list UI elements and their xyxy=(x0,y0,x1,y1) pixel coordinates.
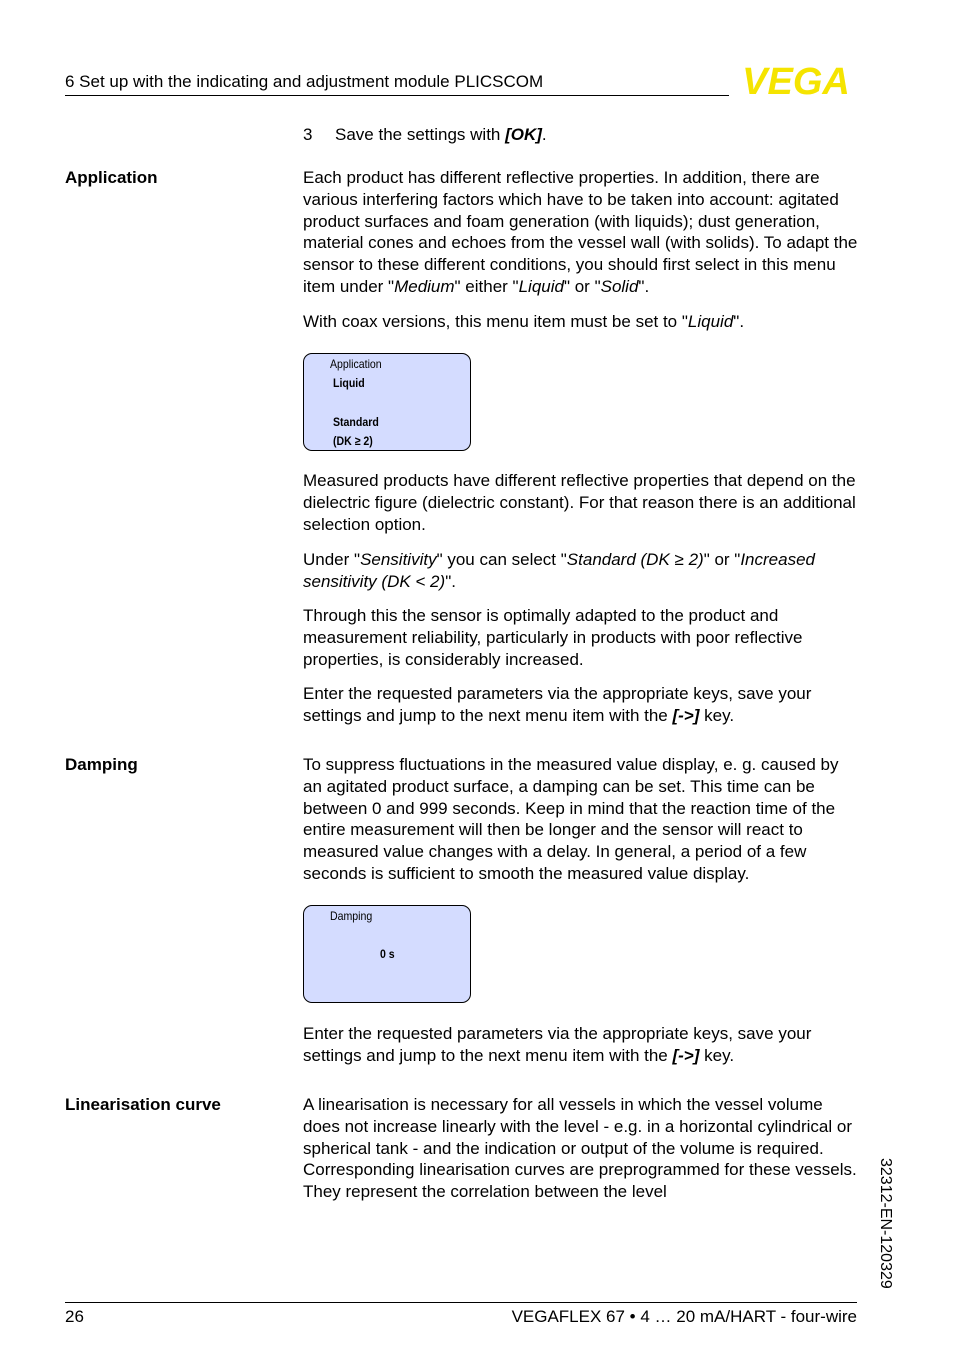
text: To suppress fluctuations in the measured value display, e. g. caused by an agitated product surface, a damping can be set. This time can be between 0 and 999 seconds. Keep in mind that the reaction time of the entire measurement will then be longer and the sensor will react to measured value changes with a delay. In general, a period of a few seconds is sufficient to smooth the measured value display. xyxy=(303,755,839,883)
chapter-header: 6 Set up with the indicating and adjustment module PLICSCOM xyxy=(65,72,544,91)
application-paragraph-1 xyxy=(303,167,861,298)
application-paragraph-4 xyxy=(303,549,861,593)
term-liquid: Liquid xyxy=(518,276,564,296)
term-liquid: Liquid xyxy=(687,312,734,331)
vega-logo xyxy=(733,62,859,100)
header-rule xyxy=(65,95,729,96)
application-paragraph-5 xyxy=(303,605,861,670)
footer-rule xyxy=(65,1302,857,1303)
text: key. xyxy=(699,705,735,725)
step-number: 3 xyxy=(303,125,313,144)
text: Each product has different reflective properties. In addition, there are various interfering factors which have to be taken into account: agitated product surfaces and foam generation (with liquids); dust generation, material cones and echoes from the vessel wall (with solids). To adapt the sensor to these different conditions, you should first select in this menu item under " xyxy=(303,168,858,296)
step-text: Save the settings with xyxy=(335,125,506,144)
text: key. xyxy=(699,1045,735,1065)
ok-key: [OK] xyxy=(505,125,542,144)
term-standard: Standard (DK ≥ 2) xyxy=(566,550,704,569)
term-increased: Increased sensitivity (DK < 2) xyxy=(303,550,815,591)
footer-title: VEGAFLEX 67 • 4 … 20 mA/HART - four-wire xyxy=(511,1307,857,1326)
display-value: Liquid xyxy=(333,376,365,390)
damping-paragraph-1 xyxy=(303,754,861,885)
text: Under " xyxy=(303,550,361,569)
display-title: Application xyxy=(330,357,382,371)
text: " or " xyxy=(563,276,601,296)
damping-paragraph-2 xyxy=(303,1023,861,1067)
text: A linearisation is necessary for all vessels in which the vessel volume does not increase linearly with the level - e.g. in a horizontal cylindrical or spherical tank - and the indication or output of the volume is required. Corresponding linearisation curves are preprogrammed for these vessels. They represent the correlation between the level xyxy=(303,1095,857,1202)
application-heading: Application xyxy=(65,168,158,187)
text: Through this the sensor is optimally adapted to the product and measurement reliability, particularly in products with poor reflective properties, is considerably increased. xyxy=(303,606,803,669)
display-option-sub: (DK ≥ 2) xyxy=(333,434,373,448)
text: With coax versions, this menu item must be set to " xyxy=(303,312,688,331)
display-option: Standard xyxy=(333,415,379,429)
text: Measured products have different reflective properties that depend on the dielectric figure (dielectric constant). For that reason there is an additional selection option. xyxy=(303,471,856,534)
text: " or " xyxy=(703,550,741,569)
damping-heading: Damping xyxy=(65,755,138,774)
text: Enter the requested parameters via the appropriate keys, save your settings and jump to the next menu item with the xyxy=(303,1024,812,1065)
text: ". xyxy=(638,276,650,296)
display-title: Damping xyxy=(330,909,373,923)
text: Enter the requested parameters via the appropriate keys, save your settings and jump to the next menu item with the xyxy=(303,684,812,725)
next-key: [->] xyxy=(672,705,700,725)
term-sensitivity: Sensitivity xyxy=(360,550,437,569)
application-display xyxy=(303,353,471,451)
text: " you can select " xyxy=(436,550,567,569)
document-number: 32312-EN-120329 xyxy=(877,1158,894,1289)
page-number: 26 xyxy=(65,1307,84,1326)
application-paragraph-3 xyxy=(303,470,861,535)
term-solid: Solid xyxy=(600,276,639,296)
linearisation-heading: Linearisation curve xyxy=(65,1095,221,1114)
application-paragraph-2 xyxy=(303,311,861,333)
damping-display xyxy=(303,905,471,1003)
text: ". xyxy=(445,571,456,591)
application-paragraph-6 xyxy=(303,683,861,727)
step-3 xyxy=(303,125,547,145)
logo-text: VEGA xyxy=(742,62,850,100)
term-medium: Medium xyxy=(394,276,455,296)
text: " either " xyxy=(454,276,519,296)
step-end: . xyxy=(541,125,547,144)
display-value: 0 s xyxy=(380,947,395,961)
text: ". xyxy=(733,312,745,331)
next-key: [->] xyxy=(672,1045,700,1065)
linearisation-paragraph-1 xyxy=(303,1094,861,1203)
